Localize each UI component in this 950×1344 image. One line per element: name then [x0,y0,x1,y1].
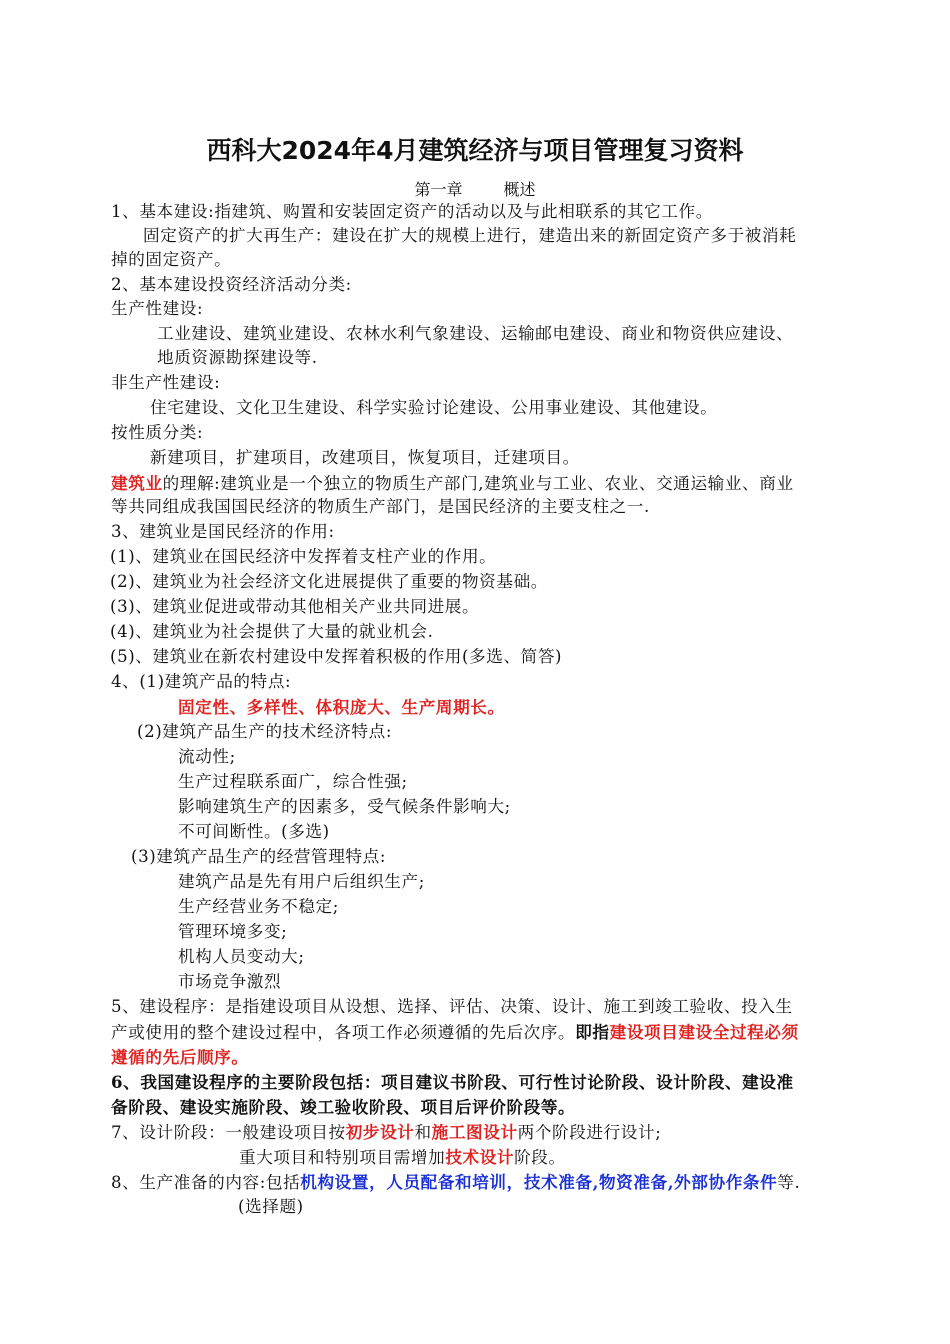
text-line: 掉的固定资产。 [111,250,232,269]
text-span: 阶段。 [514,1148,566,1167]
text-line: (3)、建筑业促进或带动其他相关产业共同进展。 [110,597,480,616]
text-line: (选择题) [238,1197,304,1216]
highlight-term: 技术设计 [445,1147,515,1167]
highlight-term: 遵循的先后顺序。 [111,1047,249,1067]
text-line: (5)、建筑业在新农村建设中发挥着积极的作用(多选、简答) [110,647,563,666]
chapter-heading: 第一章 概述 [414,180,536,199]
text-line: 非生产性建设: [111,373,221,392]
highlight-term: 固定性、多样性、体积庞大、生产周期长。 [178,697,505,717]
text-line: 地质资源勘探建设等. [157,348,318,367]
text-line [111,1045,249,1070]
text-line: 备阶段、建设实施阶段、竣工验收阶段、项目后评价阶段等。 [111,1097,576,1117]
text-line [111,1170,800,1195]
text-line: (4)、建筑业为社会提供了大量的就业机会. [110,622,434,641]
text-span: 产或使用的整个建设过程中，各项工作必须遵循的先后次序。 [111,1023,576,1042]
highlight-term: 建筑业 [111,473,163,493]
text-line: 影响建筑生产的因素多，受气候条件影响大; [178,797,511,816]
text-line: 市场竞争激烈 [178,972,282,991]
text-span: 8、生产准备的内容:包括 [111,1173,301,1192]
text-line: 不可间断性。(多选) [178,822,330,841]
text-line: 1、基本建设:指建筑、购置和安装固定资产的活动以及与此相联系的其它工作。 [111,202,713,221]
text-line: (3)建筑产品生产的经营管理特点: [131,847,387,866]
text-line: 固定资产的扩大再生产：建设在扩大的规模上进行，建造出来的新固定资产多于被消耗 [143,226,797,245]
text-line: 4、(1)建筑产品的特点: [111,672,292,691]
text-line: 机构人员变动大; [178,947,305,966]
text-line: (2)、建筑业为社会经济文化进展提供了重要的物资基础。 [110,572,548,591]
highlight-term: 施工图设计 [431,1122,518,1142]
text-line: 住宅建设、文化卫生建设、科学实验讨论建设、公用事业建设、其他建设。 [150,398,718,417]
text-line: 生产经营业务不稳定; [178,897,339,916]
text-line: 5、建设程序：是指建设项目从设想、选择、评估、决策、设计、施工到竣工验收、投入生 [111,997,793,1016]
text-line: 建筑产品是先有用户后组织生产; [178,872,425,891]
text-line: 2、基本建设投资经济活动分类: [111,275,352,294]
text-line [178,695,505,720]
text-line: 工业建设、建筑业建设、农林水利气象建设、运输邮电建设、商业和物资供应建设、 [157,324,794,343]
text-line [111,1120,661,1145]
text-span: 两个阶段进行设计; [517,1123,662,1142]
text-span: 7、设计阶段：一般建设项目按 [111,1123,346,1142]
text-line [111,471,794,496]
text-line: 生产性建设: [111,299,204,318]
text-line [111,1020,799,1045]
text-line: 按性质分类: [111,423,204,442]
highlight-term: 初步设计 [345,1122,415,1142]
highlight-term: 建设项目建设全过程必须 [609,1022,799,1042]
text-span: 即指 [575,1022,610,1042]
text-line: (1)、建筑业在国民经济中发挥着支柱产业的作用。 [110,547,497,566]
text-line: (2)建筑产品生产的技术经济特点: [137,722,393,741]
document-title: 西科大2024年4月建筑经济与项目管理复习资料 [206,136,744,165]
text-line: 等共同组成我国国民经济的物质生产部门，是国民经济的主要支柱之一. [111,497,650,516]
text-span: 重大项目和特别项目需增加 [239,1148,446,1167]
text-line: 流动性; [178,747,236,766]
text-line: 生产过程联系面广，综合性强; [178,772,408,791]
text-line [239,1145,566,1170]
text-span: 和 [414,1123,432,1142]
text-span: 的理解:建筑业是一个独立的物质生产部门,建筑业与工业、农业、交通运输业、商业 [162,474,794,493]
text-line: 管理环境多变; [178,922,288,941]
text-line: 6、我国建设程序的主要阶段包括：项目建议书阶段、可行性讨论阶段、设计阶段、建设准 [111,1072,794,1092]
text-span: 等. [777,1173,801,1192]
text-line: 新建项目，扩建项目，改建项目，恢复项目，迁建项目。 [150,448,580,467]
text-line: 3、建筑业是国民经济的作用: [111,522,335,541]
highlight-term: 机构设置，人员配备和培训，技术准备,物资准备,外部协作条件 [300,1172,778,1192]
